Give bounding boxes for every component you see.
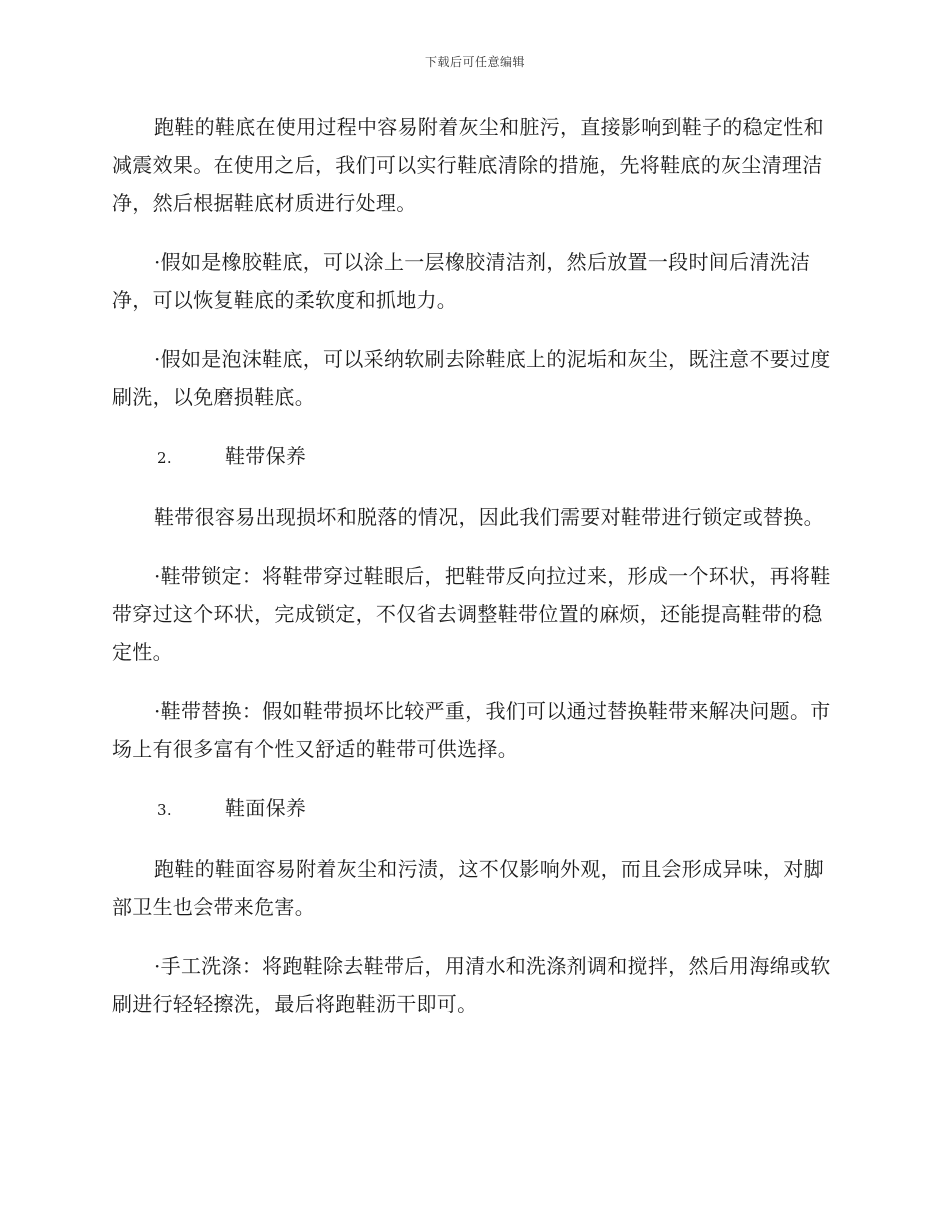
- document-body: [112, 108, 832, 1044]
- section-title: 鞋带保养: [225, 444, 307, 468]
- paragraph-laces-intro: 鞋带很容易出现损坏和脱落的情况，因此我们需要对鞋带进行锁定或替换。: [154, 505, 824, 529]
- section-number: 2.: [157, 449, 172, 467]
- section-title: 鞋面保养: [225, 796, 307, 820]
- paragraph-sole-care: 跑鞋的鞋底在使用过程中容易附着灰尘和脏污，直接影响到鞋子的稳定性和减震效果。在使用之后，我们可以实行鞋底清除的措施，先将鞋底的灰尘清理洁净，然后根据鞋底材质进行处理。: [112, 115, 824, 215]
- section-number: 3.: [157, 801, 172, 819]
- paragraph-hand-wash: ·手工洗涤：将跑鞋除去鞋带后，用清水和洗涤剂调和搅拌，然后用海绵或软刷进行轻轻擦洗，最后将跑鞋沥干即可。: [112, 954, 831, 1016]
- paragraph-rubber-sole: ·假如是橡胶鞋底，可以涂上一层橡胶清洁剂，然后放置一段时间后清洗洁净，可以恢复鞋底的柔软度和抓地力。: [112, 250, 811, 312]
- paragraph-lace-lock: ·鞋带锁定：将鞋带穿过鞋眼后，把鞋带反向拉过来，形成一个环状，再将鞋带穿过这个环状，完成锁定，不仅省去调整鞋带位置的麻烦，还能提高鞋带的稳定性。: [112, 564, 831, 664]
- paragraph-foam-sole: ·假如是泡沫鞋底，可以采纳软刷去除鞋底上的泥垢和灰尘，既注意不要过度刷洗，以免磨损鞋底。: [112, 347, 831, 409]
- paragraph-lace-replace: ·鞋带替换：假如鞋带损坏比较严重，我们可以通过替换鞋带来解决问题。市场上有很多富有个性又舒适的鞋带可供选择。: [112, 699, 831, 761]
- section-heading-upper: [157, 789, 832, 829]
- page-header: 下载后可任意编辑: [424, 55, 525, 69]
- section-heading-laces: [157, 437, 832, 477]
- paragraph-upper-intro: 跑鞋的鞋面容易附着灰尘和污渍，这不仅影响外观，而且会形成异味，对脚部卫生也会带来危害。: [112, 857, 824, 919]
